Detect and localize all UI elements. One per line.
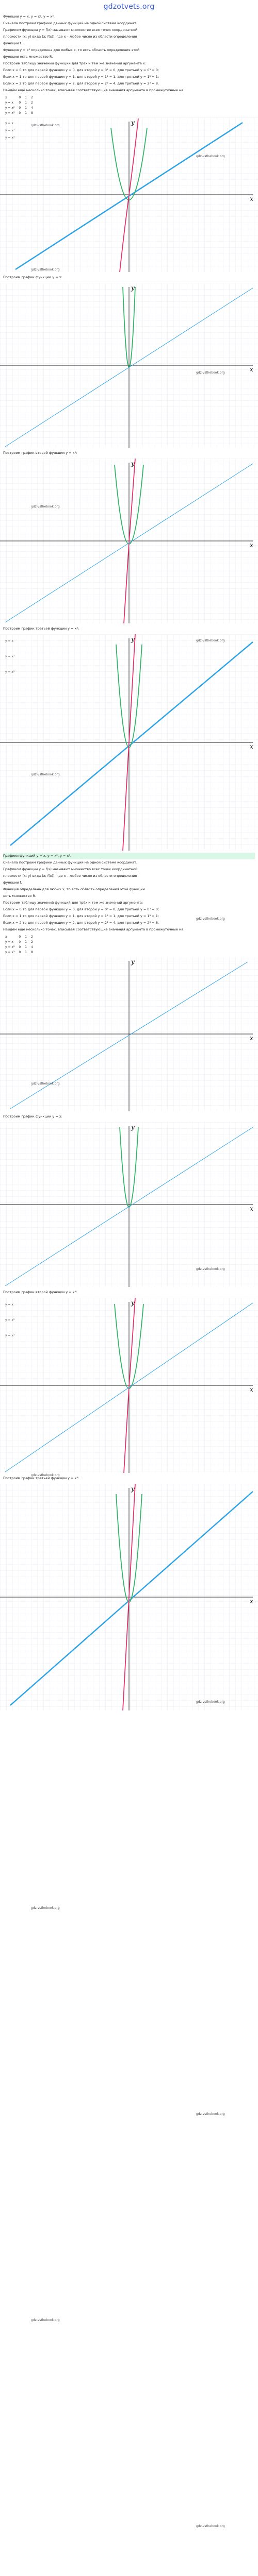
- svg-text:x: x: [250, 1598, 253, 1605]
- paragraph: Построим таблицу значений функций для трёх и тем же значений аргумента x:: [3, 61, 146, 65]
- svg-text:y: y: [131, 958, 135, 965]
- section-title: Графики функций y = x, y = x², y = x³.: [3, 853, 255, 859]
- table-cell: 8: [31, 950, 33, 954]
- rule: Если x = 0 то для первой функции y = 0, для второй y = 0² = 0, для третьей y = 0³ = 0;: [3, 68, 159, 72]
- coordinate-plane: [0, 1298, 258, 1473]
- legend-a: y = x: [5, 1303, 13, 1307]
- rule: Если x = 0 то для первой функции y = 0, для второй y = 0² = 0, для третьей y = 0³ = 0;: [3, 907, 159, 911]
- table-cell: 1: [25, 950, 27, 954]
- paragraph: Сначала построим графики данных функций на одной системе координат.: [3, 860, 137, 865]
- table-cell: y = x: [5, 940, 13, 944]
- graph-caption: Построим график второй функции y = x²:: [3, 451, 77, 455]
- watermark: gdz-vsthebook.org: [196, 1700, 225, 1704]
- legend-c: y = x³: [5, 136, 15, 140]
- watermark: gdz-vsthebook.org: [31, 268, 60, 272]
- table-cell: 0: [19, 945, 21, 949]
- paragraph: Функция y = x² определена для любых x, то есть область определения этой: [3, 48, 140, 52]
- table-cell: y = x²: [5, 106, 15, 110]
- paragraph: Построим таблицу значений функций для трёх и тем же значений аргумента:: [3, 901, 143, 905]
- graph-y-eq-x2: [0, 459, 258, 623]
- table-cell: 0: [19, 100, 21, 105]
- svg-text:y: y: [131, 636, 135, 643]
- graph-caption: Построим график второй функции y = x²:: [3, 1290, 77, 1294]
- rule: Если x = 2 то для первой функции y = 2, для второй y = 2² = 4, для третьей y = 2³ = 8.: [3, 81, 159, 86]
- watermark: gdz-vsthebook.org: [196, 1267, 225, 1271]
- graph-caption: Построим график функции y = x:: [3, 1114, 62, 1118]
- watermark: gdz-vsthebook.org: [31, 1082, 60, 1086]
- graph-y-eq-x-2: [0, 1122, 258, 1287]
- watermark: gdz-vsthebook.org: [196, 639, 225, 642]
- table-row: [5, 110, 37, 115]
- table-cell: x: [5, 935, 7, 939]
- watermark: gdz-vsthebook.org: [31, 2318, 60, 2322]
- coordinate-plane: [0, 634, 258, 851]
- legend-a: y = x: [5, 639, 13, 643]
- section-1: [0, 13, 258, 115]
- graph-caption: Построим график третьей функции y = x³:: [3, 626, 79, 631]
- svg-text:x: x: [250, 195, 253, 202]
- table-cell: 2: [31, 940, 33, 944]
- watermark: gdz-vsthebook.org: [196, 155, 225, 158]
- section-2: [0, 853, 258, 955]
- svg-text:x: x: [250, 743, 253, 750]
- table-cell: 1: [25, 111, 27, 115]
- svg-text:y: y: [131, 1485, 135, 1493]
- watermark: gdz-vsthebook.org: [31, 773, 60, 776]
- svg-text:x: x: [250, 366, 253, 373]
- table-caption: Найдём ещё несколько точек, вписывая соответствующие значения аргумента в промежуточные на:: [3, 927, 185, 931]
- section-title: Функции y = x, y = x², y = x³.: [3, 14, 55, 19]
- legend-b: y = x²: [5, 1318, 15, 1322]
- paragraph: Графиком функции y = f(x) называют множество всех точек координатной: [3, 28, 138, 32]
- watermark: gdz-vsthebook.org: [31, 505, 60, 509]
- paragraph: функции есть множество R.: [3, 55, 53, 59]
- table-caption: Найдём ещё несколько точек, вписывая соответствующие значения аргумента в промежуточные на:: [3, 88, 185, 92]
- watermark: gdz-vsthebook.org: [31, 124, 60, 127]
- watermark: gdz-vsthebook.org: [31, 1473, 60, 1477]
- graph-y-eq-x: [0, 283, 258, 448]
- table-cell: 1: [25, 95, 27, 99]
- table-cell: 2: [31, 95, 33, 99]
- table-cell: 1: [25, 100, 27, 105]
- svg-text:y: y: [131, 1124, 135, 1131]
- svg-text:x: x: [250, 1205, 253, 1212]
- table-cell: 0: [19, 940, 21, 944]
- coordinate-plane: [0, 283, 258, 448]
- table-cell: 0: [19, 950, 21, 954]
- table-cell: 8: [31, 111, 33, 115]
- legend-a: y = x: [5, 122, 13, 125]
- table-row: [5, 100, 37, 105]
- paragraph: функции f.: [3, 41, 22, 45]
- graph-combined-1: [0, 117, 258, 272]
- table-cell: y = x: [5, 100, 13, 105]
- site-header: [0, 0, 258, 13]
- paragraph: Сначала построим графики данных функций на одной системе координат.: [3, 21, 137, 25]
- rule: Если x = 1 то для первой функции y = 1, для второй y = 1² = 1, для третьей y = 1³ = 1;: [3, 914, 159, 918]
- legend-b: y = x²: [5, 655, 15, 658]
- watermark: gdz-vsthebook.org: [196, 2524, 225, 2528]
- legend-b: y = x²: [5, 129, 15, 132]
- table-cell: 1: [25, 106, 27, 110]
- values-table: [5, 95, 37, 115]
- svg-text:y: y: [131, 1299, 135, 1307]
- table-cell: y = x³: [5, 111, 15, 115]
- graph-y-eq-x3: [0, 634, 258, 851]
- watermark: gdz-vsthebook.org: [196, 371, 225, 375]
- table-cell: 4: [31, 106, 33, 110]
- watermark: gdz-vsthebook.org: [196, 2112, 225, 2116]
- graph-caption: Построим график функции y = x:: [3, 275, 62, 279]
- table-cell: 2: [31, 935, 33, 939]
- coordinate-plane: [0, 1122, 258, 1287]
- paragraph: Графиком функции y = f(x) называют множество всех точек координатной: [3, 867, 138, 871]
- site-logo[interactable]: gdzotvets.org: [103, 3, 155, 11]
- legend-c: y = x³: [5, 670, 15, 674]
- rule: Если x = 2 то для первой функции y = 2, для второй y = 2² = 4, для третьей y = 2³ = 8.: [3, 921, 159, 925]
- graph-y-eq-x3-2: [0, 1484, 258, 1710]
- graph-combined-2: [0, 957, 258, 1111]
- table-cell: 4: [31, 945, 33, 949]
- legend-c: y = x³: [5, 1334, 15, 1337]
- table-cell: 1: [25, 945, 27, 949]
- paragraph: Функция определена для любых x, то есть область определения этой функции: [3, 887, 145, 891]
- watermark: gdz-vsthebook.org: [196, 917, 225, 921]
- table-cell: 1: [25, 935, 27, 939]
- table-row: [5, 939, 37, 944]
- svg-text:y: y: [131, 284, 135, 292]
- table-cell: y = x²: [5, 945, 15, 949]
- watermark: gdz-vsthebook.org: [31, 1906, 60, 1910]
- paragraph: есть множество R.: [3, 894, 36, 898]
- svg-text:x: x: [250, 1386, 253, 1393]
- svg-text:y: y: [131, 119, 135, 126]
- table-cell: 0: [19, 111, 21, 115]
- paragraph: плоскости (x; y) вида (x; f(x)), где x – любое число из области определения: [3, 35, 137, 39]
- table-cell: 0: [19, 95, 21, 99]
- values-table: [5, 934, 37, 955]
- coordinate-plane: [0, 1484, 258, 1710]
- paragraph: функции f.: [3, 880, 22, 885]
- coordinate-plane: [0, 957, 258, 1111]
- paragraph: плоскости (x; y) вида (x; f(x)), где x – любое число из области определения: [3, 874, 137, 878]
- table-row: [5, 944, 37, 950]
- rule: Если x = 1 то для первой функции y = 1, для второй y = 1² = 1, для третьей y = 1³ = 1;: [3, 75, 159, 79]
- graph-y-eq-x2-2: [0, 1298, 258, 1473]
- coordinate-plane: [0, 117, 258, 272]
- graph-caption: Построим график третьей функции y = x³:: [3, 1476, 79, 1480]
- table-cell: x: [5, 95, 7, 99]
- svg-text:x: x: [250, 1035, 253, 1042]
- table-cell: 0: [19, 106, 21, 110]
- table-cell: 0: [19, 935, 21, 939]
- table-row: [5, 105, 37, 110]
- table-cell: y = x³: [5, 950, 15, 954]
- table-cell: 2: [31, 100, 33, 105]
- table-row: [5, 934, 37, 939]
- table-row: [5, 950, 37, 955]
- svg-text:y: y: [131, 460, 135, 467]
- table-row: [5, 95, 37, 100]
- svg-text:x: x: [250, 541, 253, 549]
- coordinate-plane: [0, 459, 258, 623]
- table-cell: 1: [25, 940, 27, 944]
